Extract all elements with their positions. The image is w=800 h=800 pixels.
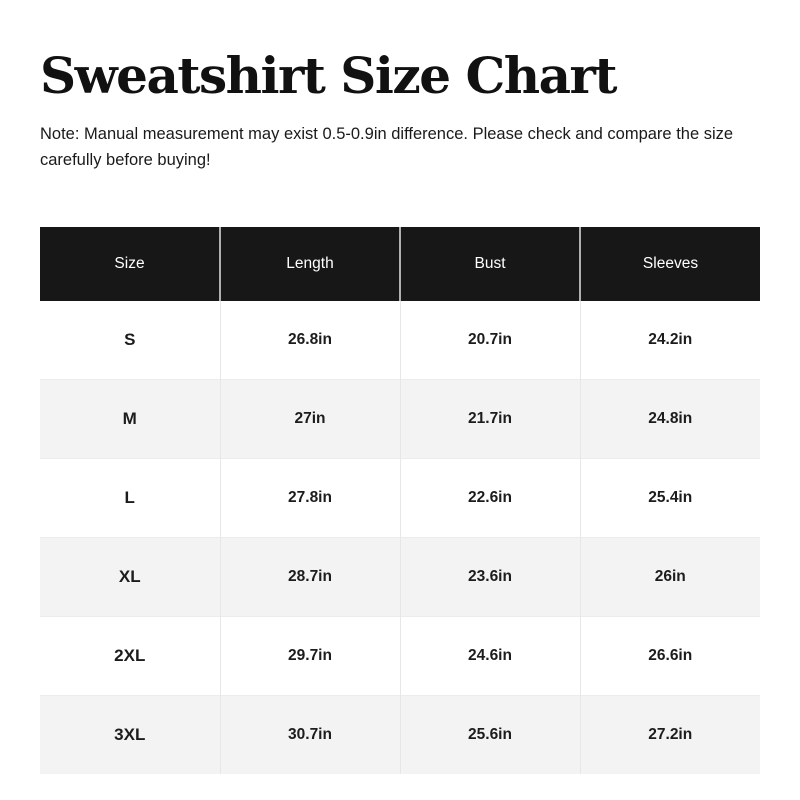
column-header-bust: Bust xyxy=(400,227,580,301)
cell-size: S xyxy=(40,301,220,380)
table-row xyxy=(40,459,760,538)
table-row xyxy=(40,538,760,617)
table-row xyxy=(40,617,760,696)
cell-sleeves: 26.6in xyxy=(580,617,760,696)
cell-sleeves: 26in xyxy=(580,538,760,617)
note-text: Note: Manual measurement may exist 0.5-0.9in difference. Please check and compare the size carefully before buying! xyxy=(40,125,734,169)
cell-bust: 22.6in xyxy=(400,459,580,538)
cell-size: L xyxy=(40,459,220,538)
cell-bust: 25.6in xyxy=(400,696,580,775)
cell-bust: 20.7in xyxy=(400,301,580,380)
cell-length: 28.7in xyxy=(220,538,400,617)
table-row xyxy=(40,301,760,380)
cell-sleeves: 27.2in xyxy=(580,696,760,775)
cell-length: 27in xyxy=(220,380,400,459)
cell-bust: 21.7in xyxy=(400,380,580,459)
column-header-sleeves: Sleeves xyxy=(580,227,760,301)
cell-length: 26.8in xyxy=(220,301,400,380)
column-header-length: Length xyxy=(220,227,400,301)
column-header-size: Size xyxy=(40,227,220,301)
size-chart-table xyxy=(40,227,760,774)
table-row xyxy=(40,380,760,459)
cell-length: 27.8in xyxy=(220,459,400,538)
header-row xyxy=(40,227,760,301)
page-title: Sweatshirt Size Chart xyxy=(40,46,616,105)
cell-bust: 24.6in xyxy=(400,617,580,696)
cell-sleeves: 24.8in xyxy=(580,380,760,459)
cell-size: XL xyxy=(40,538,220,617)
cell-bust: 23.6in xyxy=(400,538,580,617)
cell-size: M xyxy=(40,380,220,459)
cell-size: 2XL xyxy=(40,617,220,696)
cell-size: 3XL xyxy=(40,696,220,775)
cell-length: 29.7in xyxy=(220,617,400,696)
cell-length: 30.7in xyxy=(220,696,400,775)
cell-sleeves: 25.4in xyxy=(580,459,760,538)
table-row xyxy=(40,696,760,775)
cell-sleeves: 24.2in xyxy=(580,301,760,380)
